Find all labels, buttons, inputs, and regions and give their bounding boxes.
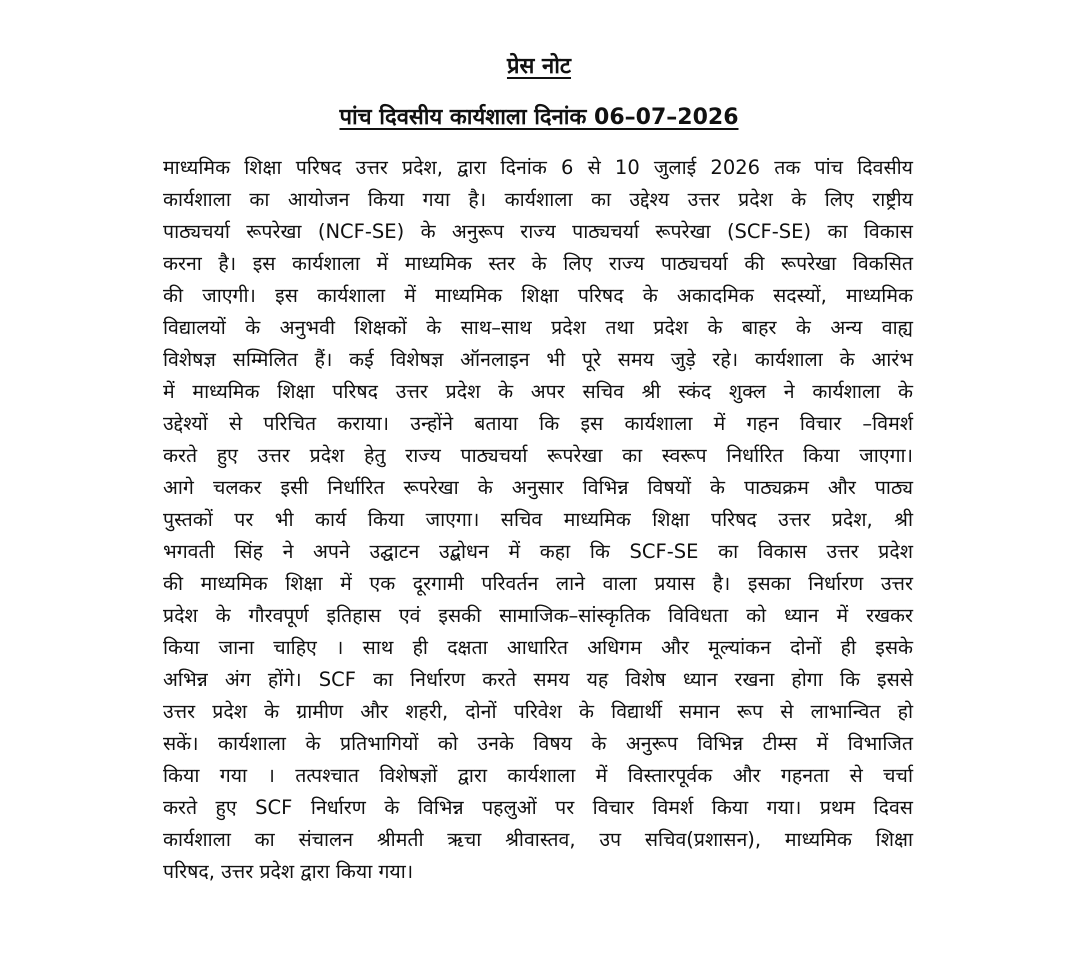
body-line: करते हुए उत्तर प्रदेश हेतु राज्य पाठ्यचर्या रूपरेखा का स्वरूप निर्धारित किया जाएगा। [163, 444, 913, 467]
body-line: विद्यालयों के अनुभवी शिक्षकों के साथ–साथ प्रदेश तथा प्रदेश के बाहर के अन्य वाह्य [163, 316, 913, 339]
body-line: परिषद, उत्तर प्रदेश द्वारा किया गया। [163, 860, 414, 883]
body-line: करते हुए SCF निर्धारण के विभिन्न पहलुओं पर विचार विमर्श किया गया। प्रथम दिवस [163, 796, 913, 819]
press-note-body [163, 152, 913, 888]
document-title-text: प्रेस नोट [506, 54, 572, 79]
body-line: की जाएगी। इस कार्यशाला में माध्यमिक शिक्षा परिषद के अकादमिक सदस्यों, माध्यमिक [163, 284, 913, 307]
document-subtitle-text: पांच दिवसीय कार्यशाला दिनांक 06–07–2026 [339, 105, 739, 130]
document-title [0, 53, 1078, 81]
body-line: माध्यमिक शिक्षा परिषद उत्तर प्रदेश, द्वारा दिनांक 6 से 10 जुलाई 2026 तक पांच दिवसीय [163, 156, 913, 179]
body-line: पुस्तकों पर भी कार्य किया जाएगा। सचिव माध्यमिक शिक्षा परिषद उत्तर प्रदेश, श्री [163, 508, 913, 531]
body-line: पाठ्यचर्या रूपरेखा (NCF-SE) के अनुरूप राज्य पाठ्यचर्या रूपरेखा (SCF-SE) का विकास [163, 220, 913, 243]
body-line: में माध्यमिक शिक्षा परिषद उत्तर प्रदेश के अपर सचिव श्री स्कंद शुक्ल ने कार्यशाला के [163, 380, 913, 403]
body-line: कार्यशाला का आयोजन किया गया है। कार्यशाला का उद्देश्य उत्तर प्रदेश के लिए राष्ट्रीय [163, 188, 913, 211]
body-line: सकें। कार्यशाला के प्रतिभागियों को उनके विषय के अनुरूप विभिन्न टीम्स में विभाजित [163, 732, 913, 755]
body-line: की माध्यमिक शिक्षा में एक दूरगामी परिवर्तन लाने वाला प्रयास है। इसका निर्धारण उत्तर [163, 572, 913, 595]
body-line: अभिन्न अंग होंगे। SCF का निर्धारण करते समय यह विशेष ध्यान रखना होगा कि इससे [163, 668, 913, 691]
body-line: विशेषज्ञ सम्मिलित हैं। कई विशेषज्ञ ऑनलाइन भी पूरे समय जुड़े रहे। कार्यशाला के आरंभ [163, 348, 913, 371]
body-line: करना है। इस कार्यशाला में माध्यमिक स्तर के लिए राज्य पाठ्यचर्या की रूपरेखा विकसित [163, 252, 913, 275]
body-line: आगे चलकर इसी निर्धारित रूपरेखा के अनुसार विभिन्न विषयों के पाठ्यक्रम और पाठ्य [163, 476, 913, 499]
body-line: उद्देश्यों से परिचित कराया। उन्होंने बताया कि इस कार्यशाला में गहन विचार –विमर्श [163, 412, 913, 435]
body-line: उत्तर प्रदेश के ग्रामीण और शहरी, दोनों परिवेश के विद्यार्थी समान रूप से लाभान्वित हो [163, 700, 913, 723]
body-line: भगवती सिंह ने अपने उद्घाटन उद्बोधन में कहा कि SCF-SE का विकास उत्तर प्रदेश [163, 540, 913, 563]
body-line: प्रदेश के गौरवपूर्ण इतिहास एवं इसकी सामाजिक–सांस्कृतिक विविधता को ध्यान में रखकर [163, 604, 913, 627]
body-line: किया जाना चाहिए । साथ ही दक्षता आधारित अधिगम और मूल्यांकन दोनों ही इसके [163, 636, 913, 659]
document-subtitle [0, 104, 1078, 132]
body-line: किया गया । तत्पश्चात विशेषज्ञों द्वारा कार्यशाला में विस्तारपूर्वक और गहनता से चर्चा [163, 764, 913, 787]
body-line: कार्यशाला का संचालन श्रीमती ऋचा श्रीवास्तव, उप सचिव(प्रशासन), माध्यमिक शिक्षा [163, 828, 913, 851]
